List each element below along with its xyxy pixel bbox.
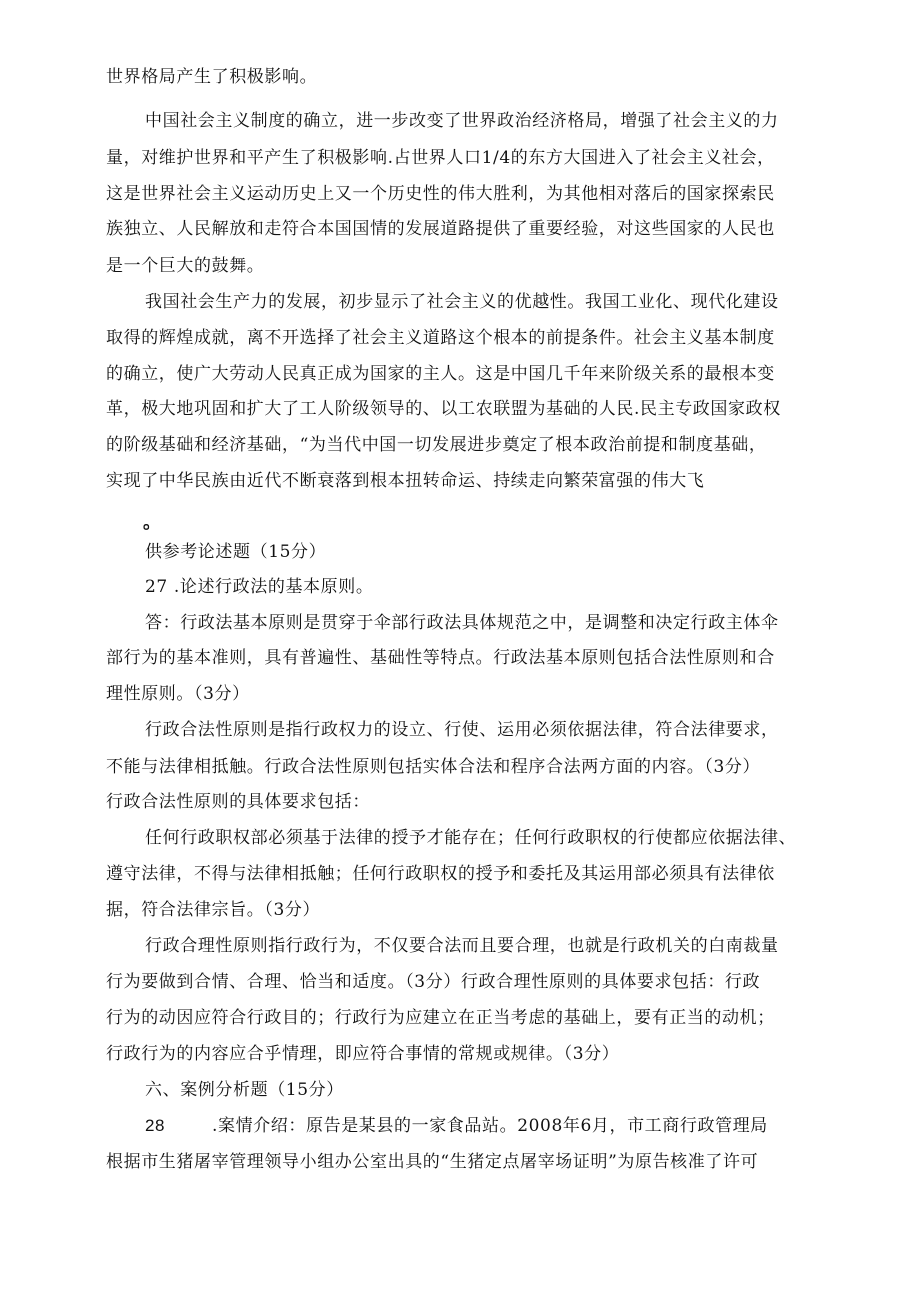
text-line: 理性原则。（3分） xyxy=(106,684,250,704)
section-heading: 六、案例分析题（15分） xyxy=(145,1080,344,1100)
text-line: 这是世界社会主义运动历史上又一个历史性的伟大胜利，为其他相对落后的国家探索民 xyxy=(106,184,775,204)
text-line: 任何行政职权部必须基于法律的授予才能存在；任何行政职权的行使都应依据法律、 xyxy=(145,828,797,848)
text-line: 遵守法律，不得与法律相抵触；任何行政职权的授予和委托及其运用部必须具有法律依 xyxy=(106,864,775,884)
section-heading: 供参考论述题（15分） xyxy=(145,542,327,562)
text-line: 革，极大地巩固和扩大了工人阶级领导的、以工农联盟为基础的人民.民主专政国家政权 xyxy=(106,399,781,419)
text-line: 实现了中华民族由近代不断衰落到根本扭转命运、持续走向繁荣富强的伟大飞 xyxy=(106,471,705,491)
text-line: 中国社会主义制度的确立，进一步改变了世界政治经济格局，增强了社会主义的力 xyxy=(145,111,779,131)
text-line: 族独立、人民解放和走符合本国国情的发展道路提供了重要经验，对这些国家的人民也 xyxy=(106,219,775,239)
text-line: 世界格局产生了积极影响。 xyxy=(106,67,318,87)
text-line: .案情介绍：原告是某县的一家食品站。2008年6月，市工商行政管理局 xyxy=(212,1116,768,1136)
text-line: 行政合法性原则的具体要求包括： xyxy=(106,792,370,812)
text-line: 的阶级基础和经济基础，“为当代中国一切发展进步奠定了根本政治前提和制度基础， xyxy=(106,435,767,455)
text-line: 行政行为的内容应合乎情理，即应符合事情的常规或规律。（3分） xyxy=(106,1044,620,1064)
text-line: 行政合法性原则是指行政权力的设立、行使、运用必须依据法律，符合法律要求， xyxy=(145,720,779,740)
text-line: 是一个巨大的鼓舞。 xyxy=(106,256,265,276)
question-title: 27 .论述行政法的基本原则。 xyxy=(145,577,374,597)
text-line: 行为的动因应符合行政目的；行政行为应建立在正当考虑的基础上，要有正当的动机； xyxy=(106,1008,775,1028)
text-line: 的确立，使广大劳动人民真正成为国家的主人。这是中国几千年来阶级关系的最根本变 xyxy=(106,364,775,384)
text-line: 答：行政法基本原则是贯穿于伞部行政法具体规范之中，是调整和决定行政主体伞 xyxy=(145,613,779,633)
text-line: 行政合理性原则指行政行为，不仅要合法而且要合理，也就是行政机关的白南裁量 xyxy=(145,936,779,956)
text-line: 根据市生猪屠宰管理领导小组办公室出具的“生猪定点屠宰场证明”为原告核准了许可 xyxy=(106,1152,759,1172)
text-line-period: 。 xyxy=(143,512,162,533)
text-line: 据，符合法律宗旨。（3分） xyxy=(106,900,321,920)
text-line: 部行为的基本准则，具有普遍性、基础性等特点。行政法基本原则包括合法性原则和合 xyxy=(106,648,775,668)
text-line: 我国社会生产力的发展，初步显示了社会主义的优越性。我国工业化、现代化建设 xyxy=(145,292,779,312)
text-line: 不能与法律相抵触。行政合法性原则包括实体合法和程序合法两方面的内容。（3分） xyxy=(106,757,761,777)
question-number: 28 xyxy=(145,1116,166,1135)
text-line: 量，对维护世界和平产生了积极影响.占世界人口1/4的东方大国进入了社会主义社会， xyxy=(106,148,775,168)
text-line: 行为要做到合情、合理、恰当和适度。（3分）行政合理性原则的具体要求包括：行政 xyxy=(106,972,761,992)
text-line: 取得的辉煌成就，离不开选择了社会主义道路这个根本的前提条件。社会主义基本制度 xyxy=(106,328,775,348)
